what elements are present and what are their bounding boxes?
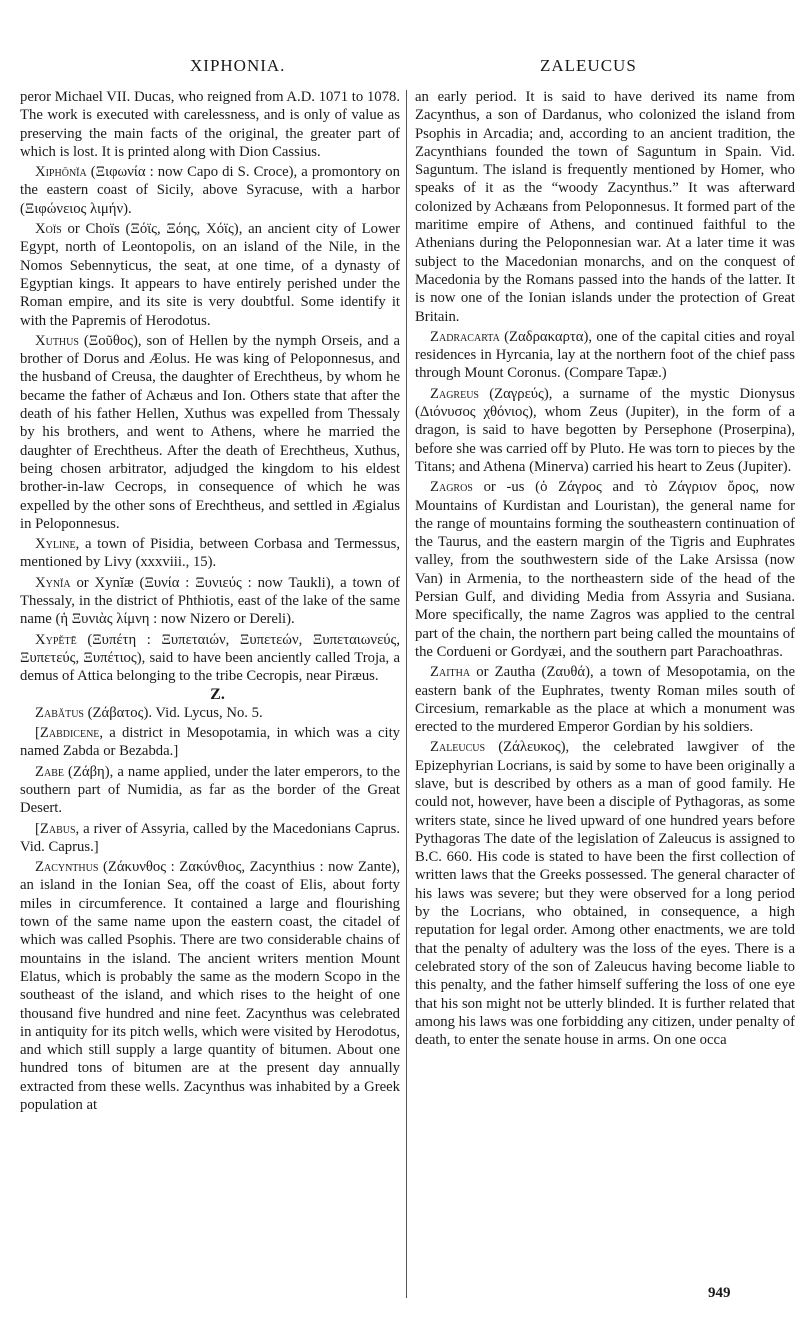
entry-text: (Ξιφωνία : now Capo di S. Croce), a promontory on the eastern coast of Sicily, above Syracuse, with a harbor (Ξιφώνειος λιμήν).: [20, 164, 400, 217]
entry-xypete: [20, 631, 400, 686]
headword: Xypĕtē: [35, 631, 77, 648]
entry-xois: [20, 220, 400, 330]
entry-zabe: [20, 763, 400, 818]
headword: Xiphōnĭa: [35, 164, 87, 181]
column-divider: [406, 90, 407, 1298]
entry-text: or Zautha (Ζαυθά), a town of Mesopotamia, on the eastern bank of the Euphrates, twenty Roman miles south of Circesium, remarkable as the place at which a monument was erected to the murdered Emperor Gordian by his soldiers.: [415, 664, 795, 736]
left-column: [20, 88, 400, 1114]
entry-zaleucus: [415, 738, 795, 1049]
entry-zagros: [415, 478, 795, 661]
running-head-left: XIPHONIA.: [190, 56, 286, 75]
entry-text: , a district in Mesopotamia, in which was a city named Zabda or Bezabda.]: [20, 725, 400, 760]
headword: Zaitha: [430, 664, 471, 681]
entry-xuthus: [20, 332, 400, 533]
headword: Xoïs: [35, 221, 62, 238]
entry-zagreus: [415, 385, 795, 476]
entry-xynia: [20, 574, 400, 629]
headword: Zagros: [430, 479, 473, 496]
entry-text: , a town of Pisidia, between Corbasa and Termessus, mentioned by Livy (xxxviii., 15).: [20, 536, 400, 571]
headword: Zadracarta: [430, 328, 500, 345]
section-letter: Z.: [210, 685, 225, 703]
entry-zaitha: [415, 663, 795, 736]
entry-continuation: an early period. It is said to have derived its name from Zacynthus, a son of Dardanus, who colonized the island from Psophis in Arcadia; and, according to an ancient tradition, the Zacynthians founded the town of Saguntum in Spain. Vid. Saguntum. The island is frequently mentioned by Homer, who speaks of it as the “woody Zacynthus.” It was afterward colonized by Achæans from Peloponnesus. It formed part of the maritime empire of Athens, and continued faithful to the Athenians during the Peloponnesian war. At a later time it was subject to the Macedonian monarchs, and on the conquest of Macedonia by the Romans passed into the hands of the latter. It is now one of the Ionian islands under the protection of Great Britain.: [415, 89, 795, 325]
headword: Xyline: [35, 536, 76, 553]
entry-text: (Ζάκυνθος : Ζακύνθιος, Zacynthius : now Zante), an island in the Ionian Sea, off the coast of Elis, about forty miles in circumference. It contained a large and flourishing town of the same name upon the eastern coast, the citadel of which was called Psophis. There are two considerable chains of mountains in the island. The ancient writers mention Mount Elatus, which is probably the same as the modern Scopo in the southeast of the island, and which rises to the height of one thousand five hundred and nine feet. Zacynthus was celebrated in antiquity for its pitch wells, which were visited by Herodotus, and which still supply a large quantity of bitumen. About one hundred tons of bitumen are at the present day annually extracted from these wells. Zacynthus was inhabited by a Greek population at: [20, 859, 400, 1114]
entry-text: or -us (ὁ Ζάγρος and τὸ Ζάγριον ὄρος, now Mountains of Kurdistan and Louristan), the general name for the range of mountains forming the southeastern continuation of the Taurus, and the eastern margin of the Tigris and Euphrates valley, from the southwestern side of the Lake Arsissa (now Van) in Armenia, to the northeastern side of the head of the Persian Gulf, and dividing Media from Assyria and Susiana. More specifically, the name Zagros was applied to the central part of the chain, the northern part being called the mountains of the Cordueni or Gordyæi, and the southern part Parachoathras.: [415, 479, 795, 660]
entry-text: (Ζάβη), a name applied, under the later emperors, to the southern part of Numidia, as far as the border of the Great Desert.: [20, 763, 400, 817]
entry-zacynthus: [20, 858, 400, 1114]
headword: Zacynthus: [35, 859, 99, 876]
headword: [Zabdicene: [35, 725, 100, 742]
page-number: 949: [708, 1285, 731, 1301]
entry-text: (Ζάλευκος), the celebrated lawgiver of the Epizephyrian Locrians, is said by some to have been originally a slave, but is described by others as a man of good family. He could not, however, have been a disciple of Pythagoras, as some writers state, since he lived upward of one hundred years before Pythagoras The date of the legislation of Zaleucus is assigned to B.C. 660. His code is stated to have been the first collection of written laws that the Greeks possessed. The general character of his laws was severe; but they were observed for a long period by the Locrians, who obtained, in consequence, a high reputation for legal order. Among other enactments, we are told that the penalty of adultery was the loss of the eyes. There is a celebrated story of the son of Zaleucus having become liable to this penalty, and the father himself suffering the loss of one eye that his son might not be utterly blinded. It is further related that among his laws was one forbidding any citizen, under penalty of death, to enter the senate house in arms. On one occa: [415, 739, 795, 1049]
entry-continuation: peror Michael VII. Ducas, who reigned from A.D. 1071 to 1078. The work is executed with carelessness, and is only of value as preserving the main facts of the original, the greater part of which is lost. It is printed along with Dion Cassius.: [20, 89, 400, 160]
entry-xiphonia: [20, 163, 400, 218]
entry-text: (Ζάβατος). Vid. Lycus, No. 5.: [83, 704, 263, 721]
entry-text: (Ζαδρακαρτα), one of the capital cities and royal residences in Hyrcania, lay at the northern foot of the chief pass through Mount Coronus. (Compare Tapæ.): [415, 328, 795, 382]
entry-zabdicene: [20, 724, 400, 761]
entry-text: (Ξοῦθος), son of Hellen by the nymph Orseis, and a brother of Dorus and Æolus. He was king of Peloponnesus, and the husband of Creusa, the daughter of Erechtheus, by whom he became the father of Achæus and Ion. Others state that after the death of his father Hellen, Xuthus was expelled from Thessaly by his brothers, and went to Athens, where he married the daughter of Erechtheus. After the death of Erechtheus, Xuthus, being chosen arbitrator, adjudged the kingdom to his eldest brother-in-law Cecrops, in consequence of which he was expelled by the other sons of Erechtheus, and settled in Ægialus in Peloponnesus.: [20, 332, 400, 532]
headword: Zaleucus: [430, 739, 486, 756]
entry-zabatus: [20, 704, 400, 722]
entry-zabus: [20, 820, 400, 857]
running-head-right: ZALEUCUS: [540, 56, 637, 75]
entry-text: or Xynĭæ (Ξυνία : Ξυνιεύς : now Taukli), a town of Thessaly, in the district of Phthiotis, east of the lake of the same name (ἡ Ξυνιὰς λίμνη : now Nizero or Dereli).: [20, 574, 400, 628]
headword: Zabe: [35, 763, 64, 780]
headword: [Zabus: [35, 820, 76, 837]
headword: Xuthus: [35, 332, 79, 349]
headword: Zagreus: [430, 385, 479, 402]
entry-xyline: [20, 535, 400, 572]
right-column: [415, 88, 795, 1049]
entry-text: (Ξυπέτη : Ξυπεταιών, Ξυπετεών, Ξυπεταιωνεύς, Ξυπετεύς, Ξυπέτιος), said to have been anciently called Troja, a demus of Attica belonging to the tribe Cecropis, near Piræus.: [20, 631, 400, 685]
headword: Zabătus: [35, 704, 84, 721]
entry-zadracarta: [415, 328, 795, 383]
headword: Xynĭa: [35, 574, 71, 591]
entry-text: , a river of Assyria, called by the Macedonians Caprus. Vid. Caprus.]: [20, 820, 400, 855]
entry-text: (Ζαγρεύς), a surname of the mystic Dionysus (Διόνυσος χθόνιος), whom Zeus (Jupiter), in the form of a dragon, is said to have begotten by Persephone (Proserpina), before she was carried off by Pluto. He was torn to pieces by the Titans; and Athena (Minerva) carried his heart to Zeus (Jupiter).: [415, 385, 795, 475]
entry-text: or Choïs (Ξόϊς, Ξόης, Χόϊς), an ancient city of Lower Egypt, north of Leontopolis, on an island of the Nile, in the Nomos Sebennyticus, the seat, at one time, of a dynasty of Egyptian kings. It appears to have entirely perished under the Roman empire, and its site is very doubtful. Some identify it with the Papremis of Herodotus.: [20, 221, 400, 329]
